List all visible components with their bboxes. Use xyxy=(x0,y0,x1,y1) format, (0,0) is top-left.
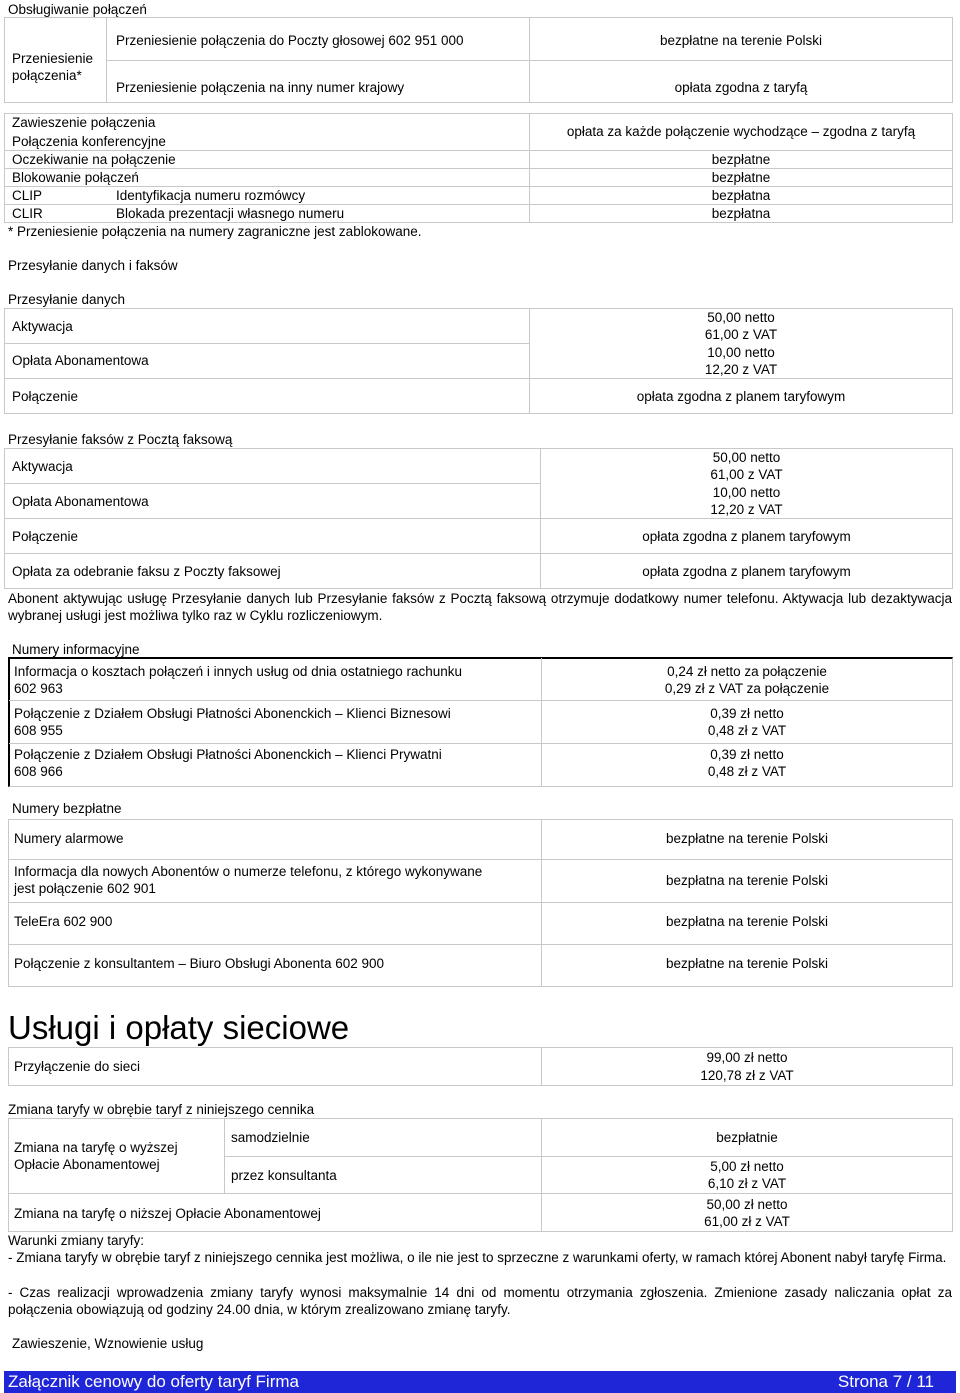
condition-2: - Czas realizacji wprowadzenia zmiany taryfy wynosi maksymalnie 14 dni od momentu otrzymania zgłoszenia. Zmienione zasady naliczania opłat za połączenia obowiązują od godziny 24.00 dnia, w którym zrealizowano zmianę taryfy. xyxy=(8,1285,952,1317)
data-subscription-label: Opłata Abonamentowa xyxy=(12,353,149,368)
info-business-price-net: 0,39 zł netto xyxy=(710,706,784,721)
free-numbers-title: Numery bezpłatne xyxy=(12,801,122,816)
footer-title: Załącznik cenowy do oferty taryf Firma xyxy=(8,1372,299,1391)
forwarding-note: * Przeniesienie połączenia na numery zagraniczne jest zablokowane. xyxy=(8,224,422,239)
data-subscription-net: 10,00 netto xyxy=(707,345,775,360)
data-transfer-title: Przesyłanie danych xyxy=(8,292,126,307)
conference-label: Połączenia konferencyjne xyxy=(12,134,166,149)
connection-fee-net: 99,00 zł netto xyxy=(706,1050,788,1065)
fax-subscription-label: Opłata Abonamentowa xyxy=(12,494,149,509)
via-consultant-vat: 6,10 zł z VAT xyxy=(707,1176,787,1191)
blocking-label: Blokowanie połączeń xyxy=(12,170,139,185)
fax-activation-label: Aktywacja xyxy=(12,459,73,474)
page-number: Strona 7 / 11 xyxy=(837,1372,934,1391)
fax-subscription-vat: 12,20 z VAT xyxy=(710,502,783,517)
info-costs-price-vat: 0,29 zł z VAT za połączenie xyxy=(664,681,830,696)
info-business-number: 608 955 xyxy=(14,723,63,738)
forwarding-national-price: opłata zgodna z taryfą xyxy=(674,80,808,95)
info-numbers-title: Numery informacyjne xyxy=(12,642,140,657)
clip-label: CLIP xyxy=(12,188,43,203)
info-private-price-net: 0,39 zł netto xyxy=(710,747,784,762)
info-private-number: 608 966 xyxy=(14,764,63,779)
clir-desc: Blokada prezentacji własnego numeru xyxy=(116,206,345,221)
connection-fee-label: Przyłączenie do sieci xyxy=(14,1059,141,1074)
data-connection-label: Połączenie xyxy=(12,389,79,404)
lower-tariff-vat: 61,00 zł z VAT xyxy=(704,1214,790,1229)
suspend-conference-price: opłata za każde połączenie wychodzące – zgodna z taryfą xyxy=(566,124,916,139)
fax-subscription-net: 10,00 netto xyxy=(712,485,781,500)
tariff-change-title: Zmiana taryfy w obrębie taryf z niniejszego cennika xyxy=(8,1102,315,1117)
info-business-l1: Połączenie z Działem Obsługi Płatności Abonenckich – Klienci Biznesowi xyxy=(14,706,451,721)
info-costs-number: 602 963 xyxy=(14,681,63,696)
forwarding-voicemail-label: Przeniesienie połączenia do Poczty głosowej 602 951 000 xyxy=(116,33,464,48)
teleera-label: TeleEra 602 900 xyxy=(14,914,113,929)
condition-1: - Zmiana taryfy w obrębie taryf z niniejszego cennika jest możliwa, o ile nie jest to sprzeczne z warunkami oferty, w ramach której Abonent nabył taryfę Firma. xyxy=(8,1250,947,1265)
clip-price: bezpłatna xyxy=(711,188,771,203)
connection-fee-vat: 120,78 zł z VAT xyxy=(700,1068,794,1083)
fax-activation-net: 50,00 netto xyxy=(712,450,781,465)
consultant-price: bezpłatne na terenie Polski xyxy=(665,956,829,971)
clir-price: bezpłatna xyxy=(711,206,771,221)
fax-connection-price: opłata zgodna z planem taryfowym xyxy=(642,529,851,544)
via-consultant-net: 5,00 zł netto xyxy=(710,1159,784,1174)
fax-activation-vat: 61,00 z VAT xyxy=(710,467,783,482)
forwarding-voicemail-price: bezpłatne na terenie Polski xyxy=(659,33,823,48)
consultant-label: Połączenie z konsultantem – Biuro Obsługi Abonenta 602 900 xyxy=(14,956,384,971)
fax-pickup-price: opłata zgodna z planem taryfowym xyxy=(642,564,851,579)
data-activation-label: Aktywacja xyxy=(12,319,73,334)
new-subscriber-info-l1: Informacja dla nowych Abonentów o numerze telefonu, z którego wykonywane xyxy=(14,864,483,879)
section-title-data-fax: Przesyłanie danych i faksów xyxy=(8,258,178,273)
data-subscription-vat: 12,20 z VAT xyxy=(704,362,778,377)
data-activation-net: 50,00 netto xyxy=(707,310,775,325)
data-connection-price: opłata zgodna z planem taryfowym xyxy=(636,389,846,404)
suspend-label: Zawieszenie połączenia xyxy=(12,115,156,130)
suspend-resume-section: Zawieszenie, Wznowienie usług xyxy=(12,1336,204,1351)
new-subscriber-info-l2: jest połączenie 602 901 xyxy=(14,881,156,896)
self-service-price: bezpłatnie xyxy=(716,1130,778,1145)
fax-pickup-label: Opłata za odebranie faksu z Poczty faksowej xyxy=(12,564,281,579)
new-subscriber-info-price: bezpłatna na terenie Polski xyxy=(665,873,829,888)
waiting-price: bezpłatne xyxy=(711,152,771,167)
teleera-price: bezpłatna na terenie Polski xyxy=(665,914,829,929)
info-business-price-vat: 0,48 zł z VAT xyxy=(707,723,787,738)
info-costs-price-net: 0,24 zł netto za połączenie xyxy=(667,664,827,679)
clir-label: CLIR xyxy=(12,206,43,221)
data-activation-vat: 61,00 z VAT xyxy=(704,327,778,342)
emergency-price: bezpłatne na terenie Polski xyxy=(665,831,829,846)
clip-desc: Identyfikacja numeru rozmówcy xyxy=(116,188,306,203)
fax-connection-label: Połączenie xyxy=(12,529,79,544)
self-service-label: samodzielnie xyxy=(231,1130,310,1145)
waiting-label: Oczekiwanie na połączenie xyxy=(12,152,176,167)
forwarding-group-label: Przeniesienie połączenia* xyxy=(12,51,94,83)
info-costs-l1: Informacja o kosztach połączeń i innych usług od dnia ostatniego rachunku xyxy=(14,664,463,679)
section-title-network: Usługi i opłaty sieciowe xyxy=(8,1009,350,1046)
fax-transfer-title: Przesyłanie faksów z Pocztą faksową xyxy=(8,432,233,447)
info-private-l1: Połączenie z Działem Obsługi Płatności Abonenckich – Klienci Prywatni xyxy=(14,747,442,762)
forwarding-national-label: Przeniesienie połączenia na inny numer krajowy xyxy=(116,80,405,95)
emergency-label: Numery alarmowe xyxy=(14,831,124,846)
higher-tariff-l2: Opłacie Abonamentowej xyxy=(14,1157,160,1172)
page-footer xyxy=(4,1371,956,1393)
via-consultant-label: przez konsultanta xyxy=(231,1168,337,1183)
lower-tariff-net: 50,00 zł netto xyxy=(706,1197,788,1212)
section-title-call-handling: Obsługiwanie połączeń xyxy=(8,2,147,17)
blocking-price: bezpłatne xyxy=(711,170,771,185)
higher-tariff-l1: Zmiana na taryfę o wyższej xyxy=(14,1140,178,1155)
data-fax-note: Abonent aktywując usługę Przesyłanie danych lub Przesyłanie faksów z Pocztą faksową otrzymuje dodatkowy numer telefonu. Aktywacja lub dezaktywacja wybranej usługi jest możliwa tylko raz w Cyklu rozliczeniowym. xyxy=(8,591,952,623)
lower-tariff-label: Zmiana na taryfę o niższej Opłacie Abonamentowej xyxy=(14,1206,321,1221)
conditions-title: Warunki zmiany taryfy: xyxy=(8,1233,145,1248)
info-private-price-vat: 0,48 zł z VAT xyxy=(707,764,787,779)
